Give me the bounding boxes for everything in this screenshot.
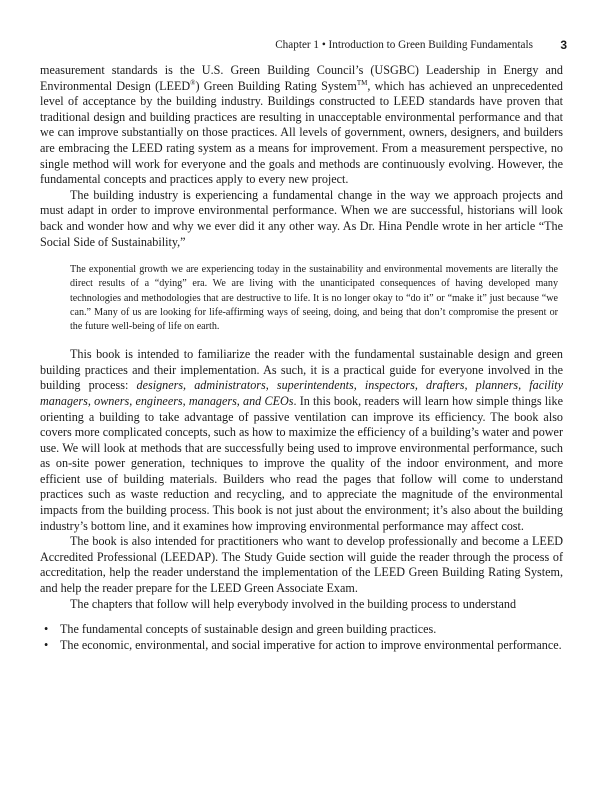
page-number: 3 [560,38,567,52]
paragraph-industry-change: The building industry is experiencing a fundamental change in the way we approach projects and must adapt in order to improve environmental performance. When we are successful, historians will look back and wonder how and why we ever did it any other way. As Dr. Hina Pendle wrote in her article “The Social Side of Sustainability,” [40,187,563,249]
page-body [40,63,563,653]
page-header [40,37,567,53]
bullet-icon: • [44,622,49,637]
paragraph-leed-ap: The book is also intended for practitioners who want to develop professionally and become a LEED Accredited Professional (LEEDAP). The Study Guide section will guide the reader through the process of accreditation, help the reader understand the implementation of the LEED Green Building Rating System, and help the reader prepare for the LEED Green Associate Exam. [40,534,563,596]
paragraph-text: . In this book, readers will learn how simple things like orienting a building to take advantage of passive ventilation can improve its efficiency. The book also covers more complicated concepts, such as how to maximize the efficiency of a building’s water and power use. We will look at methods that are successfully being used to improve environmental performance, such as on-site power generation, techniques to improve the quality of the indoor environment, and more efficient use of building materials. Builders who read the pages that follow will come to understand practices such as waste reduction and recycling, and to appreciate the magnitude of the environmental impacts from the building process. This book is not just about the environment; it’s also about the building industry’s bottom line, and it examines how improving environmental performance may affect cost. [40,393,563,533]
trademark-mark: TM [356,78,368,87]
audience-list: designers, administrators, superintendents, inspectors, drafters, planners, facility managers, owners, engineers, managers, and CEOs [40,378,563,408]
registered-mark: ® [190,78,196,87]
paragraph-text: measurement standards is the U.S. Green Building Council’s (USGBC) Leadership in Energy and Environmental Design (LEED [40,63,563,93]
list-item-text: The fundamental concepts of sustainable design and green building practices. [60,622,437,637]
paragraph-book-intent [40,347,563,534]
quote-text: The exponential growth we are experiencing today in the sustainability and environmental movements are literally the direct results of a “dying” era. We are living with the unanticipated consequences of having developed many technologies and methodologies that are destructive to life. It is no longer okay to “do it” or “make it” just because “we can.” Many of us are looking for life-affirming ways of seeing, doing, and being that don’t compromise the present or the future well-being of life on earth. [70,264,558,332]
paragraph-text: , which has achieved an unprecedented level of acceptance by the building industry. Buildings constructed to LEED standards have proven that traditional design and building practices are resulting in unacceptable environmental performance and that we can improve substantially on those practices. All levels of government, owners, designers, and builders are embracing the LEED rating system as a means for improvement. From a measurement perspective, no single method will work for everyone and the goals and methods are continuously evolving. However, the fundamental concepts and practices apply to every new project. [40,78,563,187]
list-item [40,638,563,654]
bullet-list [40,622,563,653]
running-head: Chapter 1 • Introduction to Green Building Fundamentals [275,39,533,51]
list-item [40,622,563,638]
bullet-icon: • [44,637,49,652]
block-quote [70,263,558,334]
paragraph-leed-standards [40,63,563,188]
paragraph-text: ) Green Building Rating System [195,78,357,93]
paragraph-chapters-intro: The chapters that follow will help everybody involved in the building process to understand [70,596,517,611]
list-item-text: The economic, environmental, and social imperative for action to improve environmental performance. [60,637,562,652]
paragraph-text: This book is intended to familiarize the reader with the fundamental sustainable design and green building practices and their implementation. As such, it is a practical guide for everyone involved in the building process: [40,347,563,393]
